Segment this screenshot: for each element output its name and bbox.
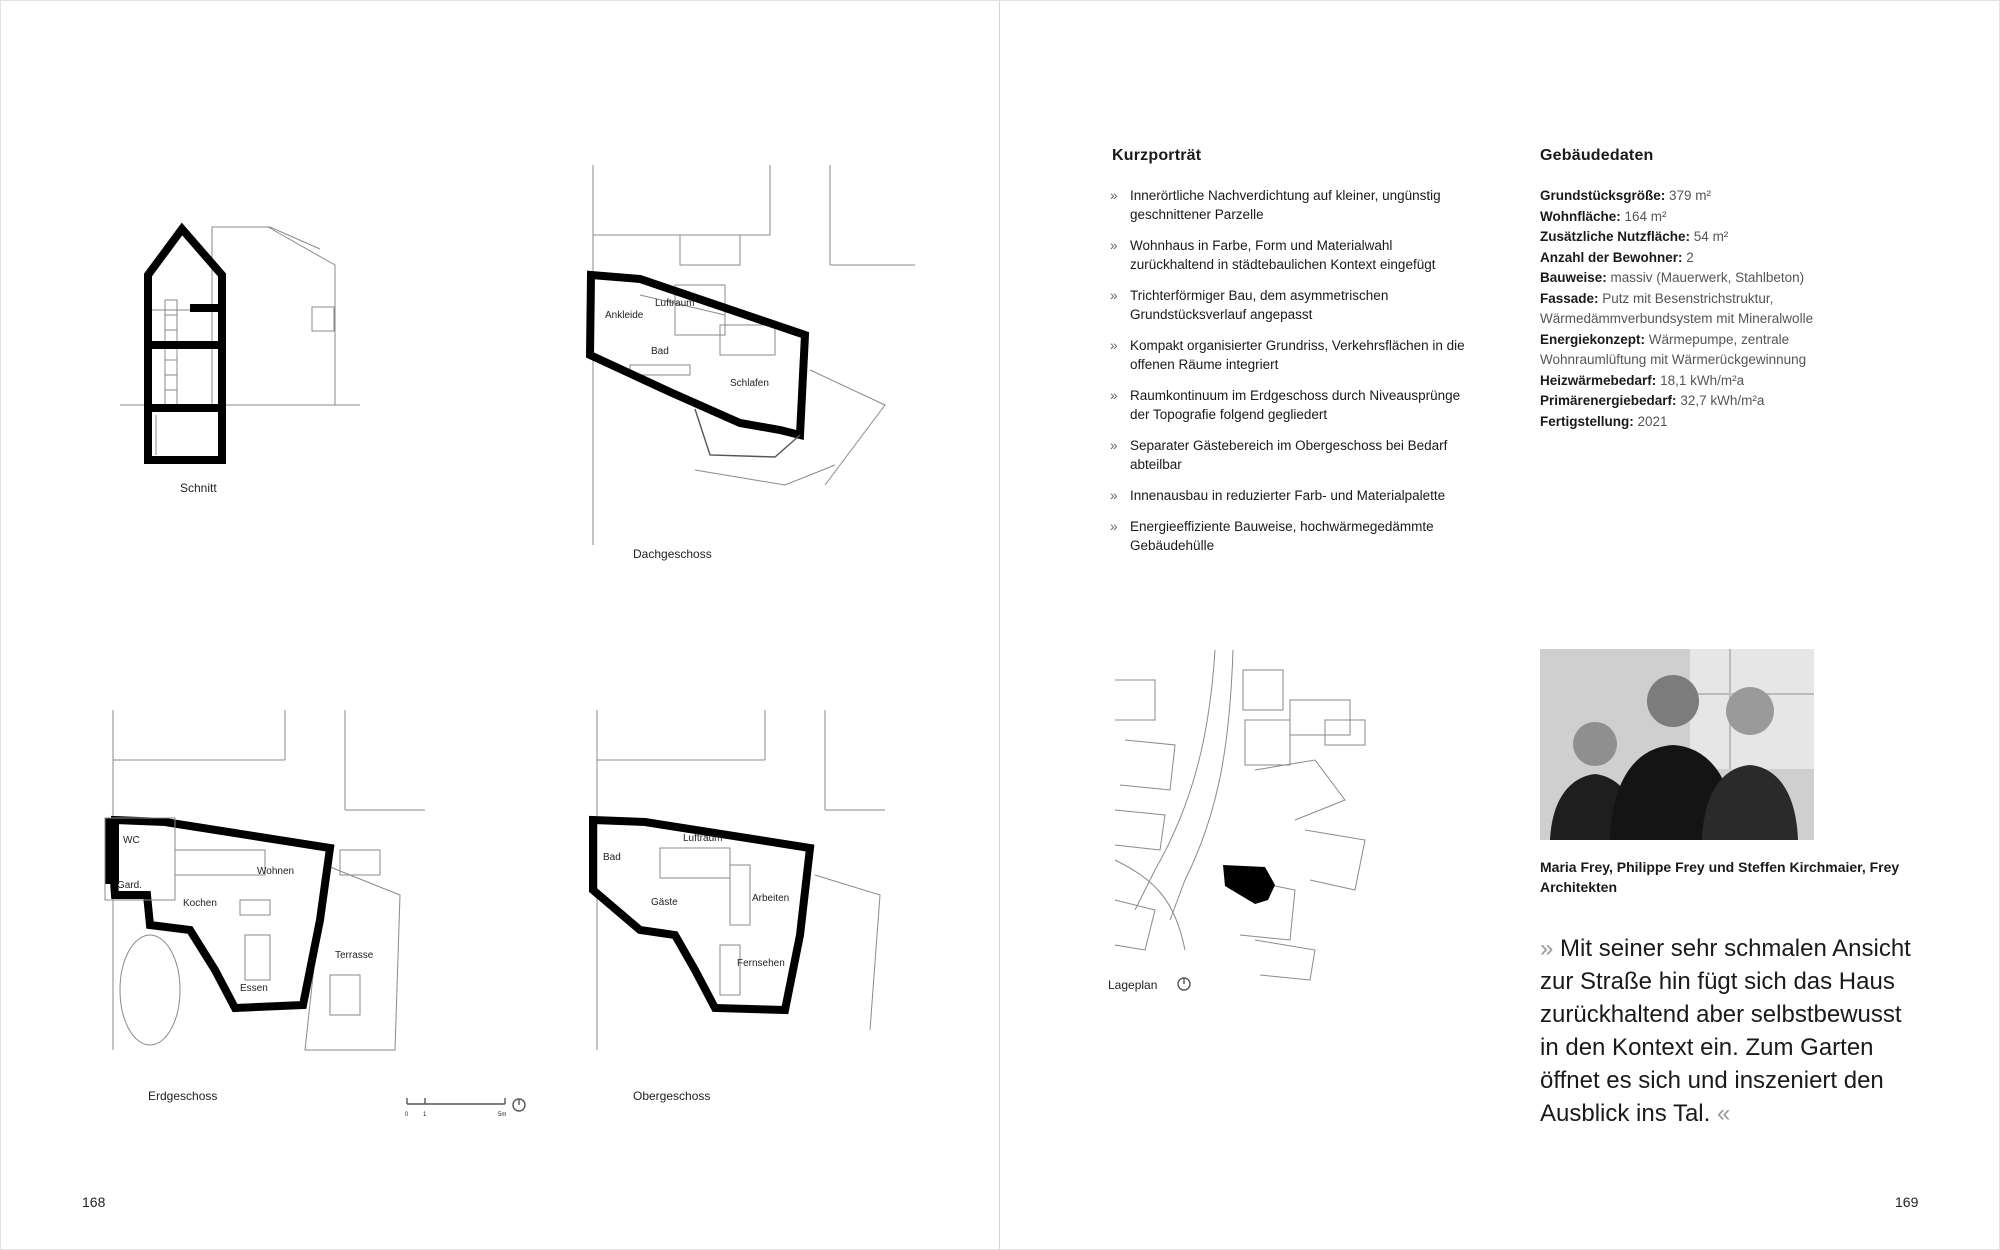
bullet-marker: »: [1110, 288, 1118, 303]
photo-caption: Maria Frey, Philippe Frey und Steffen Kirchmaier, Frey Architekten: [1540, 859, 1900, 895]
bullet-marker: »: [1110, 338, 1118, 353]
list-item: » Innenausbau in reduzierter Farb- und Materialpalette: [1110, 488, 1446, 503]
room-label-arbeiten: Arbeiten: [752, 893, 790, 904]
room-label-fernsehen: Fernsehen: [737, 958, 785, 969]
caption-schnitt: Schnitt: [180, 481, 217, 495]
scale-bar-end: 5m: [498, 1112, 507, 1118]
site-building: [1223, 865, 1275, 904]
bullet-marker: »: [1110, 238, 1118, 253]
room-label-gard: Gard.: [117, 880, 143, 891]
scale-bar-mid: 1: [423, 1112, 427, 1118]
fact-row: Bauweise: massiv (Mauerwerk, Stahlbeton): [1540, 270, 1805, 285]
bullet-marker: »: [1110, 188, 1118, 203]
bullet-marker: »: [1110, 438, 1118, 453]
room-label-luftraum-og: Luftraum: [683, 833, 723, 844]
room-label-ankleide: Ankleide: [605, 310, 644, 321]
kurzportraet-list: [1110, 186, 1470, 567]
fact-row: Anzahl der Bewohner: 2: [1540, 249, 1694, 265]
floorplan-dachgeschoss: [585, 165, 915, 545]
kurzportraet-title: Kurzporträt: [1112, 147, 1202, 164]
bullet-marker: »: [1110, 388, 1118, 403]
caption-erdgeschoss: Erdgeschoss: [148, 1089, 218, 1103]
gebaeudedaten-title: Gebäudedaten: [1540, 147, 1654, 164]
list-item: » Separater Gästebereich im Obergeschoss bei Bedarf abteilbar: [1110, 438, 1448, 472]
fact-row: Zusätzliche Nutzfläche: 54 m²: [1540, 229, 1729, 244]
architects-photo-graphic: [1540, 649, 1814, 840]
quote-text: Mit seiner sehr schmalen Ansicht zur Straße hin fügt sich das Haus zurückhaltend aber selbstbewusst in den Kontext ein. Zum Garten öffnet es sich und inszeniert den Ausblick ins Tal.: [1540, 935, 1911, 1127]
scale-bar: [405, 1096, 535, 1118]
caption-dachgeschoss: Dachgeschoss: [633, 547, 712, 561]
fact-row: Primärenergiebedarf: 32,7 kWh/m²a: [1540, 393, 1765, 408]
quote-open-mark: »: [1540, 935, 1554, 962]
list-item: » Wohnhaus in Farbe, Form und Materialwahl zurückhaltend in städtebaulichen Kontext eingefügt: [1110, 238, 1436, 272]
floorplan-erdgeschoss: [105, 710, 435, 1080]
caption-lageplan: Lageplan: [1108, 978, 1158, 992]
room-label-terrasse: Terrasse: [335, 950, 374, 961]
room-label-bad-dg: Bad: [651, 346, 669, 357]
room-label-gaeste: Gäste: [651, 897, 678, 908]
scale-bar-start: 0: [405, 1112, 409, 1118]
room-label-essen: Essen: [240, 983, 268, 994]
site-plan: [1115, 650, 1375, 990]
bullet-marker: »: [1110, 519, 1118, 534]
list-item: » Innerörtliche Nachverdichtung auf kleiner, ungünstig geschnittener Parzelle: [1110, 188, 1441, 222]
section-drawing: [120, 215, 360, 475]
page-number-right: 169: [1895, 1194, 1919, 1210]
list-item: » Trichterförmiger Bau, dem asymmetrischen Grundstücksverlauf angepasst: [1110, 288, 1389, 322]
room-label-kochen: Kochen: [183, 898, 217, 909]
fact-row: Fassade: Putz mit Besenstrichstruktur, Wärmedämmverbundsystem mit Mineralwolle: [1540, 290, 1814, 326]
architects-photo: [1540, 649, 1814, 840]
pull-quote: [1540, 932, 1920, 1130]
fact-row: Energiekonzept: Wärmepumpe, zentrale Wohnraumlüftung mit Wärmerückgewinnung: [1540, 331, 1807, 367]
room-label-wohnen: Wohnen: [257, 866, 295, 877]
page-number-left: 168: [82, 1194, 106, 1210]
fact-row: Fertigstellung: 2021: [1540, 413, 1668, 429]
fact-row: Heizwärmebedarf: 18,1 kWh/m²a: [1540, 372, 1745, 388]
bullet-marker: »: [1110, 488, 1118, 503]
quote-close-mark: «: [1716, 1100, 1731, 1127]
list-item: » Energieeffiziente Bauweise, hochwärmegedämmte Gebäudehülle: [1110, 519, 1434, 553]
caption-obergeschoss: Obergeschoss: [633, 1089, 711, 1103]
north-arrow-icon: [1176, 976, 1192, 992]
fact-row: Grundstücksgröße: 379 m²: [1540, 188, 1712, 203]
gebaeudedaten-list: [1540, 186, 1840, 432]
room-label-luftraum-dg: Luftraum: [655, 298, 695, 309]
list-item: » Raumkontinuum im Erdgeschoss durch Niveausprünge der Topografie folgend gegliedert: [1110, 388, 1461, 422]
floorplan-obergeschoss: [585, 710, 915, 1080]
north-arrow-icon: [513, 1099, 525, 1111]
list-item: » Kompakt organisierter Grundriss, Verkehrsflächen in die offenen Räume integriert: [1110, 338, 1465, 372]
room-label-schlafen: Schlafen: [730, 378, 769, 389]
right-page: [1000, 0, 2000, 1250]
room-label-wc: WC: [123, 835, 140, 846]
fact-row: Wohnfläche: 164 m²: [1540, 208, 1667, 224]
room-label-bad-og: Bad: [603, 852, 621, 863]
